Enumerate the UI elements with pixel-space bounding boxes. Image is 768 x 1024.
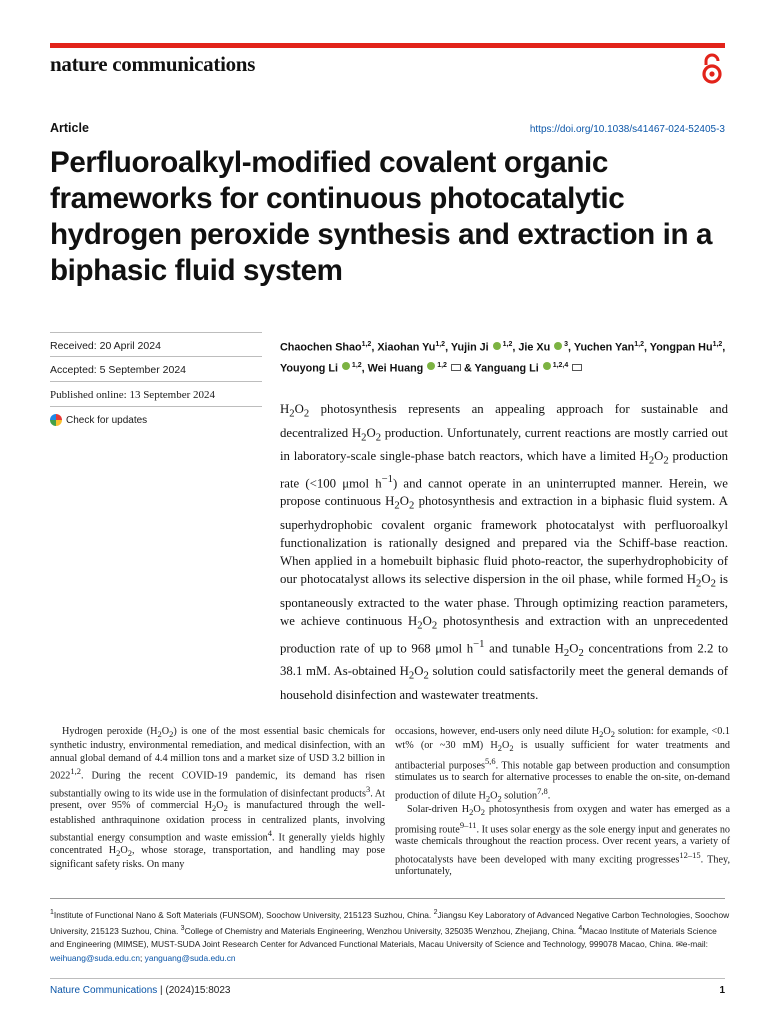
footer-volume: | (2024)15:8023	[157, 985, 231, 996]
meta-divider	[50, 332, 262, 333]
check-for-updates-button[interactable]	[50, 414, 147, 426]
body-paragraph: Hydrogen peroxide $(H_2O_2)$ is one of the most essential basic chemicals for synthetic industry, environmental remediation, and medical disinfection, with an annual global demand of 4.4 million tons and a market size of USD 3.2 billion in 2022$^{1,2}$. During the recent COVID-19 pandemic, its demand has risen substantially owing to its wide use in the formulation of disinfectant products$^3$. At present, over 95% of commercial $H_2O_2$ is manufactured through the well-established anthraquinone oxidation process in centralized plants, involving substantial energy consumption and waste emission$^4$. It generally yields highly concentrated $H_2O_2$, whose storage, transportation, and handling may pose significant safety risks. On many	[50, 726, 385, 870]
crossmark-icon	[50, 414, 62, 426]
affiliations: $^1$Institute of Functional Nano & Soft Materials (FUNSOM), Soochow University, 215123 Suzhou, China. $^2$Jiangsu Key Laboratory of Advanced Negative Carbon Technologies, Soochow University, 215123 Suzhou, China. $^3$College of Chemistry and Materials Engineering, Wenzhou University, 325035 Wenzhou, Zhejiang, China. $^4$Macao Institute of Materials Science and Engineering (MIMSE), MUST-SUDA Joint Research Center for Advanced Functional Materials, Macau University of Science and Technology, 999078 Macao, China. ✉e-mail: weihuang@suda.edu.cn; yanguang@suda.edu.cn	[50, 909, 730, 963]
meta-divider	[50, 381, 262, 382]
body-paragraph: Solar-driven $H_2O_2$ photosynthesis from oxygen and water has emerged as a promising route$^{9-11}$. It uses solar energy as the sole energy input and generates no waste chemicals throughout the reaction process. Over recent years, a variety of photocatalysts have been developed with many exciting progresses$^{12-15}$. They, unfortunately,	[395, 804, 731, 878]
abstract: $H_2O_2$ photosynthesis represents an appealing approach for sustainable and decentralized $H_2O_2$ production. Unfortunately, current reactions are mostly carried out in laboratory-scale single-phase batch reactors, which have a limited $H_2O_2$ production rate (<100 μmol $h^{-1}$) and cannot operate in an uninterrupted manner. Herein, we propose continuous $H_2O_2$ photosynthesis and extraction in a biphasic fluid system. A superhydrophobic covalent organic framework photocatalyst with perfluoroalkyl functionalization is rationally designed and prepared via the Schiff-base reaction. When applied in a homebuilt biphasic fluid photo-reactor, the superhydrophobicity of our photocatalyst allows its selective dispersion in the oil phase, while formed $H_2O_2$ is spontaneously extracted to the water phase. Through optimizing reaction parameters, we achieve continuous $H_2O_2$ photosynthesis and extraction with an unprecedented production rate of up to 968 μmol $h^{-1}$ and tunable $H_2O_2$ concentrations from 2.2 to 38.1 mM. As-obtained $H_2O_2$ solution could satisfactorily meet the general demands of household disinfection and wastewater treatments.	[280, 402, 728, 703]
author-list: Chaochen Shao$^{1,2}$, Xiaohan Yu$^{1,2}$, Yujin Ji $^{1,2}$, Jie Xu $^3$, Yuchen Yan$^{1,2}$, Yongpan Hu$^{1,2}$, Youyong Li $^{1,2}$, Wei Huang $^{1,2}$ & Yanguang Li $^{1,2,4}$	[280, 341, 726, 375]
accepted-date: Accepted: 5 September 2024	[50, 364, 187, 376]
footer-divider	[50, 978, 725, 979]
body-column-right	[395, 726, 730, 879]
meta-divider	[50, 356, 262, 357]
article-type-label: Article	[50, 121, 89, 135]
page-number: 1	[719, 985, 725, 996]
check-for-updates-label: Check for updates	[66, 414, 148, 426]
open-access-icon[interactable]	[700, 52, 724, 86]
received-date: Received: 20 April 2024	[50, 340, 161, 352]
published-date: Published online: 13 September 2024	[50, 389, 215, 401]
footer-citation	[50, 985, 230, 996]
footnote-divider	[50, 898, 725, 899]
header-accent-bar	[50, 43, 725, 48]
body-paragraph: occasions, however, end-users only need dilute $H_2O_2$ solution: for example, <0.1 wt% (or ~30 mM) $H_2O_2$ is usually sufficient for water treatments and antibacterial purposes$^{5,6}$. This notable gap between production and consumption stimulates us to search for alternative processes to enable the on-site, on-demand production of dilute $H_2O_2$ solution$^{7,8}$.	[395, 726, 731, 804]
body-column-left	[50, 726, 385, 871]
journal-name[interactable]: nature communications	[50, 52, 256, 76]
footer-journal-link[interactable]: Nature Communications	[50, 985, 158, 996]
article-title: Perfluoroalkyl-modified covalent organic frameworks for continuous photocatalytic hydrogen peroxide synthesis and extraction in a biphasic fluid system	[50, 146, 713, 287]
doi-link[interactable]: https://doi.org/10.1038/s41467-024-52405-3	[529, 124, 725, 135]
meta-divider	[50, 406, 262, 407]
